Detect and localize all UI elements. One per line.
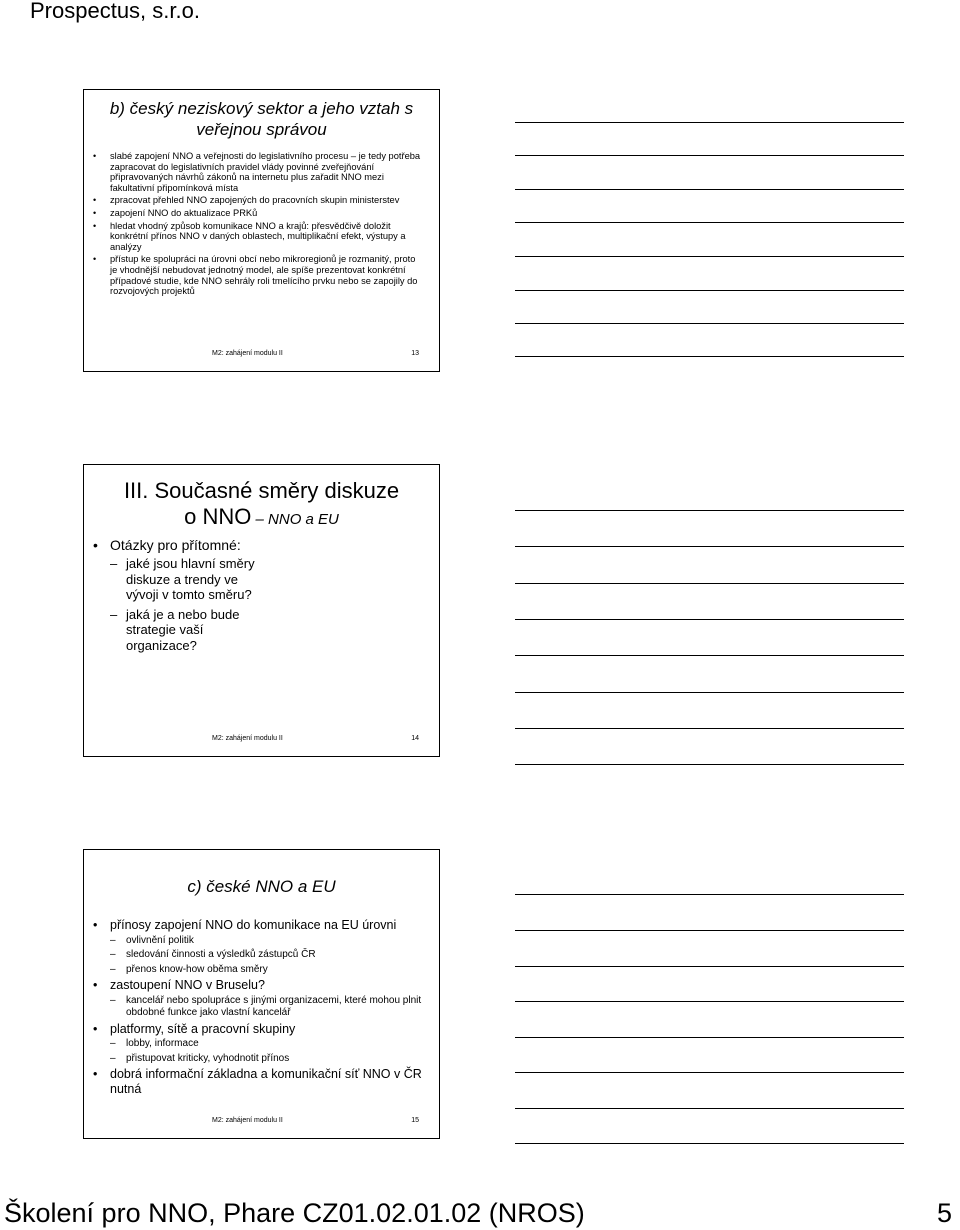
bullet-list <box>84 537 439 659</box>
notes-line <box>515 1001 904 1002</box>
sub-bullet-item: – lobby, informace <box>110 1038 423 1051</box>
sub-bullet-item: – přenos know-how oběma směry <box>110 964 423 977</box>
bullet-item: • zpracovat přehled NNO zapojených do pracovních skupin ministerstev <box>100 195 423 206</box>
slide-number: 14 <box>411 735 419 742</box>
slide-title: III. Současné směry diskuze o NNO – NNO a EU <box>123 478 400 529</box>
notes-line <box>515 222 904 223</box>
slide-number: 15 <box>411 1117 419 1124</box>
notes-line <box>515 546 904 547</box>
sub-bullet-list <box>110 935 423 977</box>
notes-line <box>515 692 904 693</box>
slide-footer: M2: zahájení modulu II <box>212 350 283 357</box>
sub-bullet-item: – kancelář nebo spolupráce s jinými organizacemi, které mohou plnit obdobné funkce jako vlastní kancelář <box>110 995 423 1020</box>
notes-line <box>515 966 904 967</box>
notes-line <box>515 764 904 765</box>
sub-bullet-item: – ovlivnění politik <box>110 935 423 948</box>
notes-line <box>515 1037 904 1038</box>
notes-line <box>515 510 904 511</box>
notes-line <box>515 356 904 357</box>
notes-line <box>515 583 904 584</box>
notes-line <box>515 1072 904 1073</box>
slide-title: b) český neziskový sektor a jeho vztah s veřejnou správou <box>109 99 414 139</box>
sub-bullet-item: – přistupovat kriticky, vyhodnotit přínos <box>110 1053 423 1066</box>
slide-14 <box>83 464 440 757</box>
notes-line <box>515 930 904 931</box>
notes-line <box>515 619 904 620</box>
slide-footer: M2: zahájení modulu II <box>212 1117 283 1124</box>
document-footer-title: Školení pro NNO, Phare CZ01.02.01.02 (NROS) <box>4 1198 585 1228</box>
slide-footer: M2: zahájení modulu II <box>212 735 283 742</box>
bullet-item: • dobrá informační základna a komunikační síť NNO v ČR nutná <box>100 1067 423 1096</box>
slide-15 <box>83 849 440 1139</box>
slide-number: 13 <box>411 350 419 357</box>
notes-line <box>515 122 904 123</box>
bullet-list <box>84 151 439 299</box>
slide-title: c) české NNO a EU <box>187 877 336 896</box>
bullet-item: • slabé zapojení NNO a veřejnosti do legislativního procesu – je tedy potřeba zapracovat do legislativních pravidel vlády povinné zveřejňování připravovaných návrhů zákonů na internetu plus zařadit NNO mezi fakultativní připomínková místa <box>100 151 423 193</box>
slide-13 <box>83 89 440 372</box>
document-header-title: Prospectus, s.r.o. <box>30 0 200 23</box>
page-number: 5 <box>936 1198 952 1228</box>
notes-line <box>515 1143 904 1144</box>
notes-line <box>515 1108 904 1109</box>
bullet-item: • zapojení NNO do aktualizace PRKů <box>100 208 423 219</box>
bullet-item: • přístup ke spolupráci na úrovni obcí nebo mikroregionů je rozmanitý, proto je vhodnější nebudovat jednotný model, ale spíše prezentovat konkrétní případové studie, kde NNO sehrály roli tmelícího prvku nebo se zapojily do rozvojových projektů <box>100 254 423 296</box>
notes-line <box>515 256 904 257</box>
bullet-item: • přínosy zapojení NNO do komunikace na EU úrovni – ovlivnění politik – sledování činnosti a výsledků zástupců ČR – přenos know-how oběma směry <box>100 918 423 976</box>
sub-bullet-item: – jaké jsou hlavní směry diskuze a trendy ve vývoji v tomto směru? <box>110 556 269 603</box>
sub-bullet-item: – jaká je a nebo bude strategie vaší organizace? <box>110 607 269 654</box>
bullet-item: • hledat vhodný způsob komunikace NNO a krajů: přesvědčivě doložit konkrétní přínos NNO v daných oblastech, multiplikační efekt, výstupy a analýzy <box>100 221 423 253</box>
sub-bullet-list <box>110 1038 423 1065</box>
notes-line <box>515 894 904 895</box>
notes-line <box>515 290 904 291</box>
bullet-list <box>84 918 439 1098</box>
sub-bullet-list <box>110 995 423 1020</box>
notes-line <box>515 323 904 324</box>
notes-line <box>515 189 904 190</box>
bullet-item: • platformy, sítě a pracovní skupiny – lobby, informace – přistupovat kriticky, vyhodnotit přínos <box>100 1022 423 1066</box>
sub-bullet-list <box>110 556 269 653</box>
notes-line <box>515 655 904 656</box>
bullet-item: • zastoupení NNO v Bruselu? – kancelář nebo spolupráce s jinými organizacemi, které mohou plnit obdobné funkce jako vlastní kancelář <box>100 978 423 1020</box>
bullet-item: • Otázky pro přítomné: – jaké jsou hlavní směry diskuze a trendy ve vývoji v tomto směru? – jaká je a nebo bude strategie vaší organizace? <box>100 537 269 653</box>
sub-bullet-item: – sledování činnosti a výsledků zástupců ČR <box>110 949 423 962</box>
notes-line <box>515 155 904 156</box>
notes-line <box>515 728 904 729</box>
